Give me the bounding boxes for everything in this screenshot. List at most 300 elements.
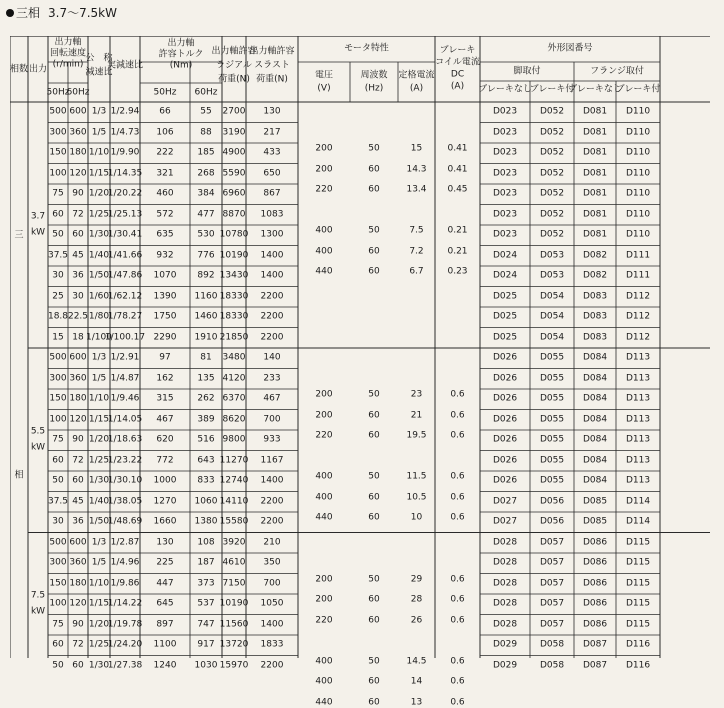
cell-foot-no-brake: D024 (492, 270, 518, 281)
cell-voltage: 400 (315, 246, 333, 257)
header-hz60: 60Hz (66, 87, 90, 98)
cell-flange-with-brake: D113 (625, 393, 651, 404)
cell-torque-50hz: 1100 (153, 639, 177, 650)
cell-actual-ratio: 1/100.17 (104, 332, 146, 343)
cell-flange-no-brake: D082 (582, 250, 608, 261)
cell-radial-load: 9800 (222, 434, 246, 445)
cell-torque-50hz: 222 (156, 147, 174, 158)
cell-voltage: 200 (315, 389, 333, 400)
cell-radial-load: 4900 (222, 147, 246, 158)
header-voltage: 電圧 (314, 70, 334, 80)
cell-flange-with-brake: D110 (625, 188, 651, 199)
cell-speed-60hz: 360 (69, 557, 87, 568)
cell-foot-no-brake: D025 (492, 311, 518, 322)
cell-foot-no-brake: D028 (492, 557, 518, 568)
cell-torque-60hz: 917 (197, 639, 215, 650)
cell-speed-60hz: 180 (69, 147, 87, 158)
cell-foot-with-brake: D055 (539, 475, 565, 486)
cell-brake-current: 0.6 (450, 410, 465, 421)
cell-speed-60hz: 600 (69, 106, 87, 117)
cell-torque-50hz: 772 (156, 455, 174, 466)
cell-nominal-ratio: 1/15 (88, 598, 110, 609)
cell-brake-current: 0.6 (450, 594, 465, 605)
cell-thrust-load: 433 (263, 147, 281, 158)
cell-thrust-load: 1300 (260, 229, 284, 240)
cell-rated-current: 15 (410, 143, 423, 154)
cell-radial-load: 13430 (219, 270, 249, 281)
cell-flange-with-brake: D113 (625, 475, 651, 486)
header-speed: 回転速度 (49, 48, 87, 59)
cell-flange-no-brake: D083 (582, 291, 608, 302)
cell-speed-50hz: 18.8 (47, 311, 69, 322)
cell-actual-ratio: 1/30.41 (107, 229, 143, 240)
cell-flange-with-brake: D113 (625, 414, 651, 425)
cell-torque-60hz: 373 (197, 578, 215, 589)
cell-foot-with-brake: D056 (539, 496, 565, 507)
cell-speed-50hz: 37.5 (47, 496, 69, 507)
cell-actual-ratio: 1/9.86 (110, 578, 140, 589)
cell-actual-ratio: 1/27.38 (107, 660, 143, 671)
cell-speed-60hz: 60 (72, 229, 84, 240)
cell-torque-50hz: 321 (156, 168, 174, 179)
header-nominal-ratio: 減速比 (85, 67, 113, 78)
cell-flange-with-brake: D113 (625, 434, 651, 445)
cell-radial-load: 15970 (219, 660, 249, 671)
cell-radial-load: 14110 (219, 496, 249, 507)
cell-frequency: 50 (368, 574, 380, 585)
cell-foot-no-brake: D024 (492, 250, 518, 261)
cell-rated-current: 26 (410, 615, 423, 626)
header-frequency: 周波数 (360, 70, 388, 80)
cell-speed-60hz: 18 (72, 332, 84, 343)
header-brake: (A) (450, 81, 465, 92)
cell-rated-current: 14.3 (406, 164, 427, 175)
cell-output-value: 5.5 (30, 426, 46, 437)
cell-flange-no-brake: D081 (582, 147, 608, 158)
cell-torque-50hz: 1000 (153, 475, 177, 486)
cell-thrust-load: 700 (263, 414, 281, 425)
cell-torque-50hz: 932 (156, 250, 174, 261)
cell-torque-60hz: 1910 (194, 332, 218, 343)
cell-speed-60hz: 22.5 (67, 311, 89, 322)
cell-radial-load: 10780 (219, 229, 249, 240)
cell-flange-no-brake: D081 (582, 106, 608, 117)
cell-radial-load: 21850 (219, 332, 249, 343)
cell-torque-60hz: 747 (197, 619, 215, 630)
cell-rated-current: 10.5 (406, 492, 427, 503)
cell-torque-50hz: 315 (156, 393, 174, 404)
cell-flange-with-brake: D112 (625, 291, 651, 302)
cell-frequency: 60 (368, 246, 380, 257)
cell-nominal-ratio: 1/100 (86, 332, 112, 343)
header-torque: 出力軸 (167, 38, 195, 49)
cell-speed-50hz: 500 (49, 106, 67, 117)
header-hz50: 50Hz (46, 87, 70, 98)
cell-flange-with-brake: D115 (625, 578, 651, 589)
cell-foot-with-brake: D056 (539, 516, 565, 527)
header-flange-no-brake: ブレーキなし (568, 84, 622, 95)
cell-foot-no-brake: D023 (492, 147, 518, 158)
cell-flange-no-brake: D084 (582, 475, 608, 486)
cell-flange-with-brake: D116 (625, 639, 651, 650)
header-thrust: 荷重(N) (256, 74, 288, 85)
cell-torque-60hz: 187 (197, 557, 215, 568)
cell-torque-60hz: 268 (197, 168, 215, 179)
header-current: (A) (409, 83, 424, 93)
cell-torque-50hz: 97 (159, 352, 171, 363)
cell-torque-60hz: 643 (197, 455, 215, 466)
cell-thrust-load: 1400 (260, 475, 284, 486)
cell-torque-60hz: 135 (197, 373, 215, 384)
cell-flange-no-brake: D085 (582, 496, 608, 507)
header-foot-no-brake: ブレーキなし (478, 84, 532, 95)
cell-thrust-load: 1083 (260, 209, 284, 220)
cell-rated-current: 23 (410, 389, 423, 400)
cell-thrust-load: 2200 (260, 291, 284, 302)
cell-brake-current: 0.6 (450, 697, 465, 708)
cell-frequency: 50 (368, 143, 380, 154)
cell-voltage: 400 (315, 471, 333, 482)
cell-foot-no-brake: D026 (492, 414, 518, 425)
cell-torque-60hz: 537 (197, 598, 215, 609)
cell-nominal-ratio: 1/5 (91, 557, 107, 568)
caption-phase: 三相 (16, 6, 41, 20)
cell-nominal-ratio: 1/20 (88, 188, 110, 199)
cell-frequency: 60 (368, 594, 380, 605)
header-output: 出力 (28, 64, 48, 75)
cell-foot-with-brake: D057 (539, 578, 565, 589)
cell-flange-no-brake: D086 (582, 598, 608, 609)
cell-speed-50hz: 100 (49, 598, 67, 609)
cell-foot-with-brake: D052 (539, 127, 565, 138)
cell-thrust-load: 130 (263, 106, 281, 117)
cell-nominal-ratio: 1/30 (88, 229, 110, 240)
cell-radial-load: 10190 (219, 250, 249, 261)
cell-frequency: 60 (368, 430, 380, 441)
cell-rated-current: 6.7 (409, 266, 424, 277)
cell-speed-60hz: 360 (69, 127, 87, 138)
cell-brake-current: 0.6 (450, 492, 465, 503)
cell-flange-with-brake: D110 (625, 127, 651, 138)
cell-torque-50hz: 106 (156, 127, 174, 138)
cell-torque-60hz: 262 (197, 393, 215, 404)
cell-actual-ratio: 1/20.22 (107, 188, 143, 199)
cell-thrust-load: 217 (263, 127, 281, 138)
cell-brake-current: 0.6 (450, 615, 465, 626)
cell-foot-with-brake: D057 (539, 598, 565, 609)
cell-thrust-load: 1400 (260, 250, 284, 261)
cell-brake-current: 0.21 (447, 225, 468, 236)
cell-flange-no-brake: D081 (582, 209, 608, 220)
cell-rated-current: 7.2 (409, 246, 424, 257)
cell-nominal-ratio: 1/25 (88, 639, 110, 650)
cell-flange-no-brake: D087 (582, 639, 608, 650)
cell-output-unit: kW (30, 606, 46, 617)
cell-actual-ratio: 1/2.91 (110, 352, 140, 363)
cell-torque-60hz: 55 (200, 106, 212, 117)
cell-voltage: 220 (315, 184, 333, 195)
cell-torque-50hz: 1240 (153, 660, 177, 671)
cell-speed-60hz: 72 (72, 455, 84, 466)
cell-radial-load: 12740 (219, 475, 249, 486)
cell-brake-current: 0.21 (447, 246, 468, 257)
cell-torque-50hz: 66 (159, 106, 171, 117)
cell-thrust-load: 933 (263, 434, 281, 445)
cell-foot-with-brake: D052 (539, 188, 565, 199)
cell-flange-no-brake: D086 (582, 619, 608, 630)
cell-speed-50hz: 60 (52, 455, 64, 466)
cell-speed-50hz: 150 (49, 147, 67, 158)
cell-torque-50hz: 1070 (153, 270, 177, 281)
cell-torque-50hz: 447 (156, 578, 174, 589)
header-torque: (Nm) (169, 60, 193, 71)
cell-actual-ratio: 1/4.87 (110, 373, 140, 384)
cell-voltage: 200 (315, 164, 333, 175)
cell-torque-50hz: 572 (156, 209, 174, 220)
cell-torque-60hz: 477 (197, 209, 215, 220)
cell-thrust-load: 1400 (260, 270, 284, 281)
cell-actual-ratio: 1/41.66 (107, 250, 143, 261)
cell-frequency: 50 (368, 389, 380, 400)
cell-speed-50hz: 75 (52, 434, 64, 445)
cell-actual-ratio: 1/9.46 (110, 393, 140, 404)
header-actual-ratio: 実減速比 (106, 60, 144, 71)
cell-actual-ratio: 1/18.63 (107, 434, 143, 445)
cell-frequency: 50 (368, 225, 380, 236)
cell-foot-no-brake: D026 (492, 393, 518, 404)
cell-radial-load: 18330 (219, 311, 249, 322)
cell-flange-with-brake: D116 (625, 660, 651, 671)
cell-voltage: 200 (315, 410, 333, 421)
cell-radial-load: 8620 (222, 414, 246, 425)
cell-foot-no-brake: D026 (492, 455, 518, 466)
cell-torque-50hz: 162 (156, 373, 174, 384)
cell-brake-current: 0.6 (450, 512, 465, 523)
cell-flange-with-brake: D110 (625, 209, 651, 220)
cell-foot-no-brake: D023 (492, 188, 518, 199)
header-torque-hz50: 50Hz (153, 87, 177, 98)
cell-frequency: 60 (368, 410, 380, 421)
cell-rated-current: 28 (410, 594, 423, 605)
cell-thrust-load: 1400 (260, 619, 284, 630)
cell-foot-with-brake: D055 (539, 414, 565, 425)
cell-flange-no-brake: D081 (582, 127, 608, 138)
cell-nominal-ratio: 1/5 (91, 373, 107, 384)
cell-foot-with-brake: D057 (539, 557, 565, 568)
cell-actual-ratio: 1/14.05 (107, 414, 143, 425)
cell-flange-with-brake: D112 (625, 311, 651, 322)
cell-speed-50hz: 30 (52, 516, 64, 527)
cell-speed-60hz: 120 (69, 168, 87, 179)
cell-speed-60hz: 36 (72, 516, 84, 527)
header-brake: ブレーキ (439, 45, 476, 56)
cell-foot-no-brake: D026 (492, 434, 518, 445)
cell-nominal-ratio: 1/25 (88, 209, 110, 220)
cell-nominal-ratio: 1/50 (88, 270, 110, 281)
cell-actual-ratio: 1/23.22 (107, 455, 143, 466)
cell-torque-60hz: 81 (200, 352, 212, 363)
cell-foot-no-brake: D025 (492, 291, 518, 302)
cell-torque-60hz: 892 (197, 270, 215, 281)
cell-speed-60hz: 90 (72, 188, 84, 199)
cell-foot-no-brake: D026 (492, 352, 518, 363)
header-foot-with-brake: ブレーキ付 (529, 84, 575, 95)
cell-actual-ratio: 1/2.94 (110, 106, 140, 117)
cell-flange-no-brake: D084 (582, 455, 608, 466)
cell-speed-60hz: 180 (69, 578, 87, 589)
cell-flange-no-brake: D084 (582, 352, 608, 363)
cell-foot-with-brake: D055 (539, 373, 565, 384)
header-flange-with-brake: ブレーキ付 (615, 84, 661, 95)
cell-thrust-load: 2200 (260, 516, 284, 527)
cell-rated-current: 14.5 (406, 656, 427, 667)
cell-actual-ratio: 1/2.87 (110, 537, 140, 548)
cell-flange-with-brake: D112 (625, 332, 651, 343)
cell-voltage: 220 (315, 615, 333, 626)
header-radial: 出力軸許容 (211, 46, 257, 57)
cell-radial-load: 11560 (219, 619, 249, 630)
cell-thrust-load: 2200 (260, 496, 284, 507)
cell-torque-60hz: 1460 (194, 311, 218, 322)
cell-foot-with-brake: D054 (539, 332, 565, 343)
cell-brake-current: 0.6 (450, 471, 465, 482)
table-cells (9, 36, 720, 708)
cell-flange-with-brake: D114 (625, 516, 651, 527)
cell-foot-no-brake: D023 (492, 106, 518, 117)
cell-torque-50hz: 130 (156, 537, 174, 548)
cell-foot-no-brake: D023 (492, 229, 518, 240)
header-speed: (r/min) (52, 59, 84, 70)
cell-brake-current: 0.41 (447, 164, 468, 175)
cell-output-unit: kW (30, 442, 46, 453)
cell-flange-no-brake: D085 (582, 516, 608, 527)
header-phase: 相数 (9, 64, 29, 75)
cell-torque-60hz: 1060 (194, 496, 218, 507)
cell-thrust-load: 467 (263, 393, 281, 404)
cell-speed-60hz: 36 (72, 270, 84, 281)
cell-torque-60hz: 1380 (194, 516, 218, 527)
cell-frequency: 60 (368, 184, 380, 195)
cell-nominal-ratio: 1/15 (88, 414, 110, 425)
cell-radial-load: 4610 (222, 557, 246, 568)
cell-flange-with-brake: D115 (625, 557, 651, 568)
cell-speed-50hz: 75 (52, 188, 64, 199)
cell-radial-load: 15580 (219, 516, 249, 527)
cell-foot-no-brake: D025 (492, 332, 518, 343)
cell-rated-current: 14 (410, 676, 423, 687)
cell-torque-60hz: 530 (197, 229, 215, 240)
cell-radial-load: 18330 (219, 291, 249, 302)
cell-speed-50hz: 75 (52, 619, 64, 630)
cell-foot-with-brake: D052 (539, 229, 565, 240)
cell-voltage: 400 (315, 492, 333, 503)
cell-foot-no-brake: D029 (492, 660, 518, 671)
cell-foot-with-brake: D055 (539, 393, 565, 404)
cell-frequency: 50 (368, 471, 380, 482)
cell-flange-no-brake: D081 (582, 188, 608, 199)
cell-torque-60hz: 516 (197, 434, 215, 445)
cell-torque-60hz: 776 (197, 250, 215, 261)
cell-actual-ratio: 1/30.10 (107, 475, 143, 486)
cell-speed-50hz: 15 (52, 332, 64, 343)
cell-flange-no-brake: D084 (582, 414, 608, 425)
header-torque: 許容トルク (158, 49, 204, 60)
cell-flange-with-brake: D113 (625, 352, 651, 363)
cell-actual-ratio: 1/78.27 (107, 311, 143, 322)
header-brake: DC (450, 69, 465, 80)
cell-voltage: 220 (315, 430, 333, 441)
cell-speed-60hz: 72 (72, 639, 84, 650)
cell-torque-60hz: 1160 (194, 291, 218, 302)
header-drawing: 外形図番号 (547, 43, 593, 54)
cell-radial-load: 3190 (222, 127, 246, 138)
cell-thrust-load: 867 (263, 188, 281, 199)
cell-brake-current: 0.6 (450, 676, 465, 687)
cell-speed-60hz: 45 (72, 250, 84, 261)
cell-thrust-load: 2200 (260, 660, 284, 671)
cell-speed-50hz: 150 (49, 578, 67, 589)
cell-foot-with-brake: D058 (539, 660, 565, 671)
cell-voltage: 200 (315, 574, 333, 585)
cell-nominal-ratio: 1/5 (91, 127, 107, 138)
cell-torque-60hz: 1030 (194, 660, 218, 671)
cell-foot-no-brake: D027 (492, 516, 518, 527)
cell-actual-ratio: 1/4.96 (110, 557, 140, 568)
cell-nominal-ratio: 1/15 (88, 168, 110, 179)
cell-speed-60hz: 60 (72, 475, 84, 486)
header-motor: モータ特性 (344, 43, 389, 54)
cell-output-value: 7.5 (30, 590, 46, 601)
cell-actual-ratio: 1/4.73 (110, 127, 140, 138)
caption-range: 3.7〜7.5kW (48, 6, 117, 20)
cell-flange-with-brake: D113 (625, 455, 651, 466)
cell-nominal-ratio: 1/30 (88, 660, 110, 671)
cell-foot-with-brake: D055 (539, 352, 565, 363)
cell-voltage: 440 (315, 512, 333, 523)
cell-speed-60hz: 72 (72, 209, 84, 220)
cell-brake-current: 0.6 (450, 389, 465, 400)
cell-phase-char: 三 (14, 230, 24, 241)
cell-torque-60hz: 88 (200, 127, 212, 138)
cell-actual-ratio: 1/19.78 (107, 619, 143, 630)
cell-flange-no-brake: D084 (582, 373, 608, 384)
cell-foot-with-brake: D057 (539, 537, 565, 548)
cell-foot-with-brake: D054 (539, 311, 565, 322)
cell-speed-60hz: 180 (69, 393, 87, 404)
cell-thrust-load: 650 (263, 168, 281, 179)
bullet-icon (6, 9, 14, 17)
cell-flange-with-brake: D111 (625, 270, 651, 281)
cell-foot-no-brake: D026 (492, 373, 518, 384)
cell-thrust-load: 1050 (260, 598, 284, 609)
cell-speed-50hz: 150 (49, 393, 67, 404)
cell-flange-with-brake: D115 (625, 537, 651, 548)
cell-torque-50hz: 645 (156, 598, 174, 609)
cell-flange-no-brake: D086 (582, 557, 608, 568)
cell-foot-with-brake: D054 (539, 291, 565, 302)
cell-actual-ratio: 1/48.69 (107, 516, 143, 527)
cell-rated-current: 29 (410, 574, 423, 585)
cell-speed-50hz: 37.5 (47, 250, 69, 261)
cell-flange-with-brake: D115 (625, 598, 651, 609)
cell-thrust-load: 210 (263, 537, 281, 548)
cell-foot-no-brake: D023 (492, 209, 518, 220)
cell-thrust-load: 2200 (260, 311, 284, 322)
cell-torque-50hz: 1660 (153, 516, 177, 527)
cell-foot-no-brake: D023 (492, 168, 518, 179)
cell-torque-60hz: 108 (197, 537, 215, 548)
cell-speed-50hz: 300 (49, 127, 67, 138)
